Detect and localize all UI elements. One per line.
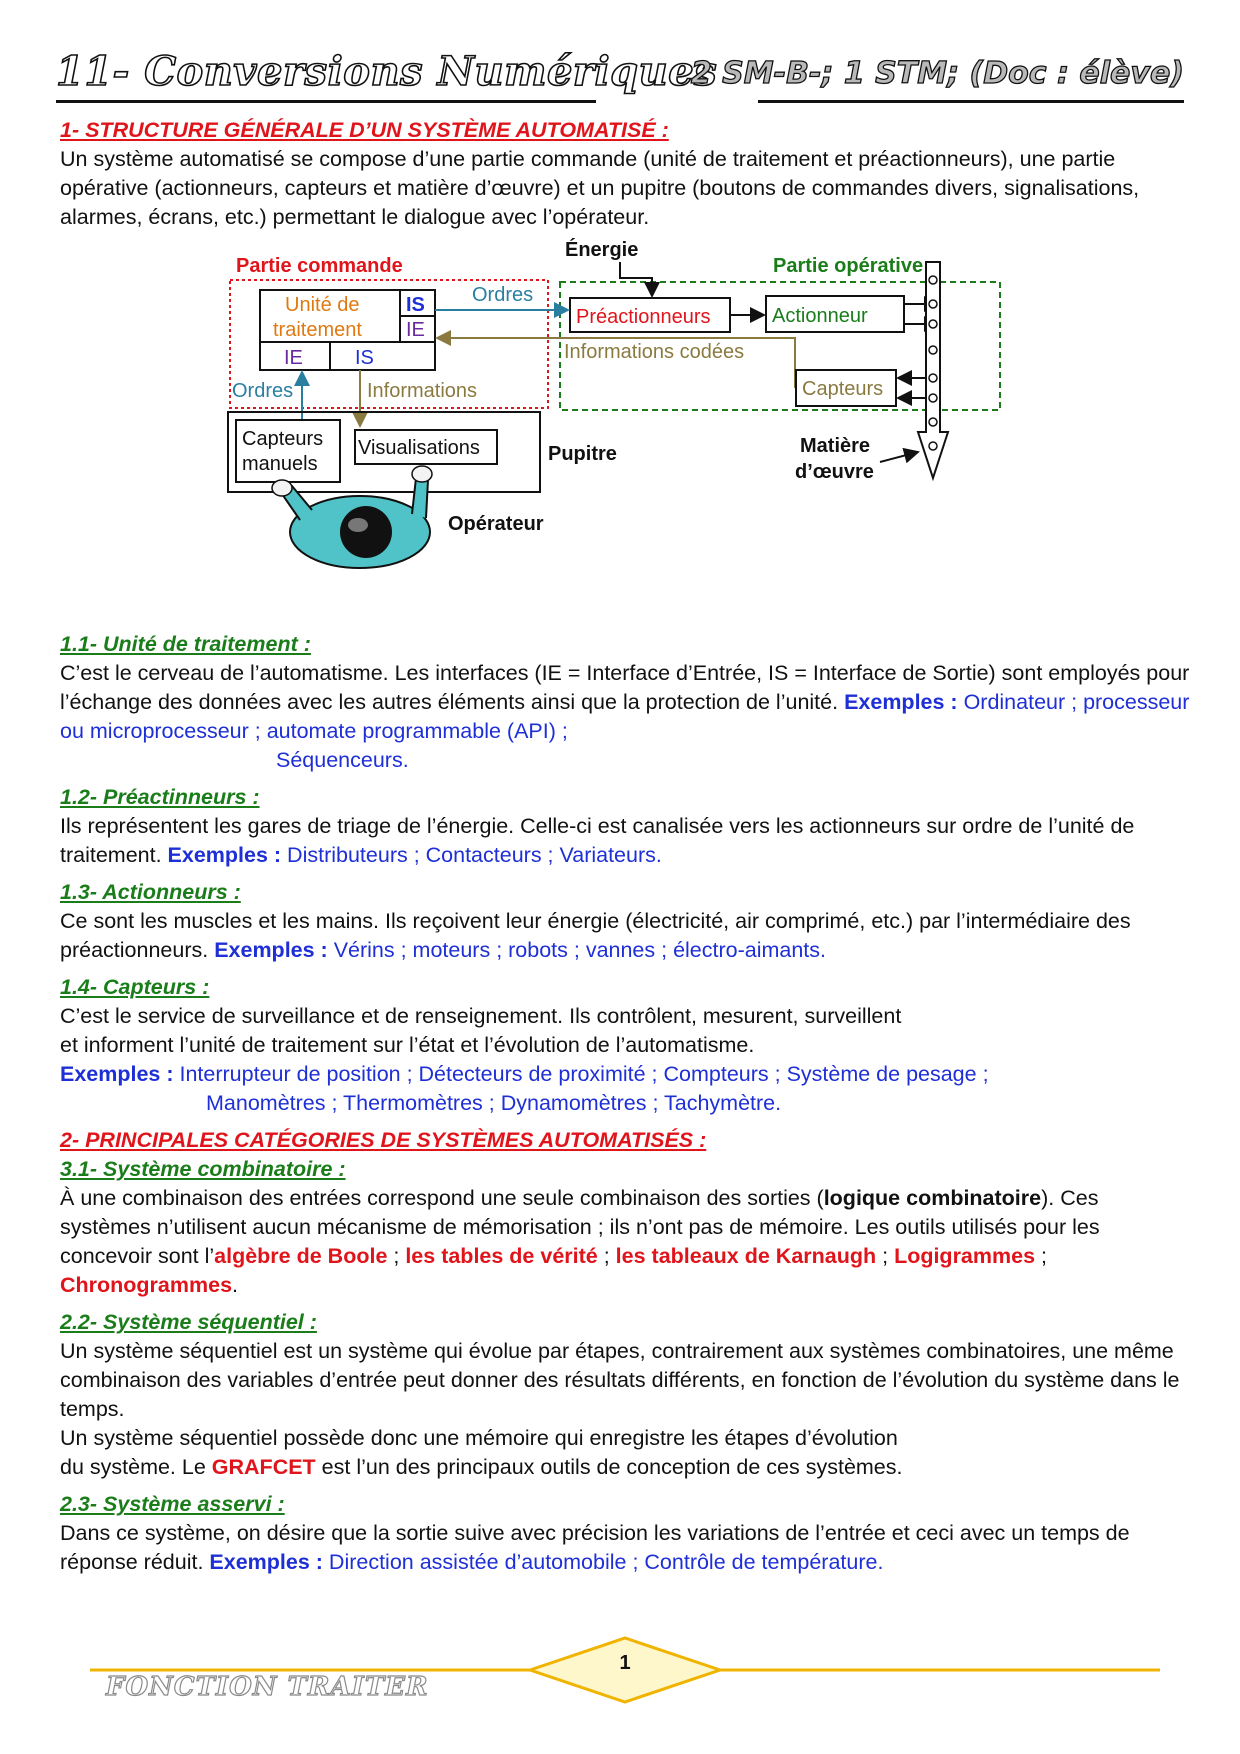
visualisations-label: Visualisations [358, 437, 480, 459]
system-diagram [60, 232, 1190, 630]
section-1-4-body-2: et informent l’unité de traitement sur l’état et l’évolution de l’automatisme. [60, 1033, 755, 1057]
header-title: 11- Conversions Numériques [56, 48, 718, 95]
energie-label: Énergie [565, 239, 639, 261]
section-1-3-title: 1.3- Actionneurs : [60, 880, 241, 904]
section-2-2-body-1: Un système séquentiel est un système qui évolue par étapes, contrairement aux systèmes combinatoires, une même combinaison des variables d’entrée peut donner des résultats différents, en fonction de l’évolution du système dans le temps. [60, 1339, 1180, 1421]
header-rule-right [758, 100, 1184, 103]
section-1-1-examples-cont: Séquenceurs. [276, 748, 409, 772]
unite-label-1: Unité de [285, 294, 360, 316]
capteurs-manuels-label-2: manuels [242, 453, 318, 475]
operateur-label: Opérateur [448, 513, 544, 535]
section-1-title: 1- STRUCTURE GÉNÉRALE D’UN SYSTÈME AUTOMATISÉ : [60, 118, 669, 142]
section-1-1-title: 1.1- Unité de traitement : [60, 632, 311, 656]
section-1-2-body: Ils représentent les gares de triage de l’énergie. Celle-ci est canalisée vers les actionneurs sur ordre de l’unité de traitement. Exemples : Distributeurs ; Contacteurs ; Variateurs. [60, 814, 1135, 867]
pupitre-label: Pupitre [548, 443, 617, 465]
capteurs-manuels-label-1: Capteurs [242, 428, 324, 450]
section-2-3-title: 2.3- Système asservi : [60, 1492, 285, 1516]
unite-is-bottom: IS [355, 347, 374, 369]
section-1-4-title: 1.4- Capteurs : [60, 975, 210, 999]
header-rule-left [56, 100, 596, 103]
informations-codees-label: Informations codées [564, 341, 745, 363]
section-2-2-body-2: Un système séquentiel possède donc une mémoire qui enregistre les étapes d’évolution [60, 1426, 898, 1450]
section-1-4-examples: Exemples : Interrupteur de position ; Détecteurs de proximité ; Compteurs ; Système de pesage ; [60, 1062, 989, 1086]
section-1-2-title: 1.2- Préactinneurs : [60, 785, 260, 809]
matiere-label-1: Matière [800, 435, 871, 457]
section-1-body: Un système automatisé se compose d’une partie commande (unité de traitement et préactionneurs), une partie opérative (actionneurs, capteurs et matière d’œuvre) et un pupitre (boutons de commandes divers, signalisations, alarmes, écrans, etc.) permettant le dialogue avec l’opérateur. [60, 147, 1140, 229]
unite-ie-bottom: IE [284, 347, 303, 369]
unite-is-top: IS [406, 294, 425, 316]
capteurs-label: Capteurs [802, 378, 884, 400]
page-number: 1 [619, 1652, 631, 1674]
header-class: 2 SM-B-; 1 STM; (Doc : élève) [690, 56, 1184, 91]
section-1-4-body-1: C’est le service de surveillance et de renseignement. Ils contrôlent, mesurent, surveillent [60, 1004, 902, 1028]
actionneur-label: Actionneur [772, 305, 868, 327]
section-3-1-body: À une combinaison des entrées correspond une seule combinaison des sorties (logique combinatoire). Ces systèmes n’utilisent aucun mécanisme de mémorisation ; ils n’ont pas de mémoire. Les outils utilisés pour les concevoir sont l’algèbre de Boole ; les tables de vérité ; les tableaux de Karnaugh ; Logigrammes ; Chronogrammes. [60, 1186, 1100, 1297]
section-2-3-body: Dans ce système, on désire que la sortie suive avec précision les variations de l’entrée et ceci avec un temps de réponse réduit. Exemples : Direction assistée d’automobile ; Contrôle de température. [60, 1521, 1130, 1574]
section-2-2-title: 2.2- Système séquentiel : [60, 1310, 317, 1334]
section-2-title: 2- PRINCIPALES CATÉGORIES DE SYSTÈMES AUTOMATISÉS : [60, 1128, 707, 1152]
partie-commande-label: Partie commande [236, 255, 403, 277]
section-1-4-examples-cont: Manomètres ; Thermomètres ; Dynamomètres ; Tachymètre. [206, 1091, 782, 1115]
section-2-2-body-3: du système. Le GRAFCET est l’un des principaux outils de conception de ces systèmes. [60, 1455, 903, 1479]
section-1-3-body: Ce sont les muscles et les mains. Ils reçoivent leur énergie (électricité, air comprimé, etc.) par l’intermédiaire des préactionneurs. Exemples : Vérins ; moteurs ; robots ; vannes ; électro-aimants. [60, 909, 1131, 962]
footer-label: FONCTION TRAITER [106, 1672, 429, 1702]
ordres-top-label: Ordres [472, 284, 534, 306]
partie-operative-label: Partie opérative [773, 255, 924, 277]
unite-ie-top: IE [406, 319, 425, 341]
section-3-1-title: 3.1- Système combinatoire : [60, 1157, 346, 1181]
preactionneurs-label: Préactionneurs [576, 306, 711, 328]
section-1-1-body: C’est le cerveau de l’automatisme. Les interfaces (IE = Interface d’Entrée, IS = Interface de Sortie) sont employés pour l’échange des données avec les autres éléments ainsi que la protection de l’unité. Exemples : Ordinateur ; processeur ou microprocesseur ; automate programmable (API) ; [60, 661, 1190, 743]
matiere-label-2: d’œuvre [795, 461, 874, 483]
ordres-bottom-label: Ordres [232, 380, 294, 402]
page-content [60, 116, 1190, 1577]
informations-label: Informations [367, 380, 478, 402]
unite-label-2: traitement [273, 319, 362, 341]
